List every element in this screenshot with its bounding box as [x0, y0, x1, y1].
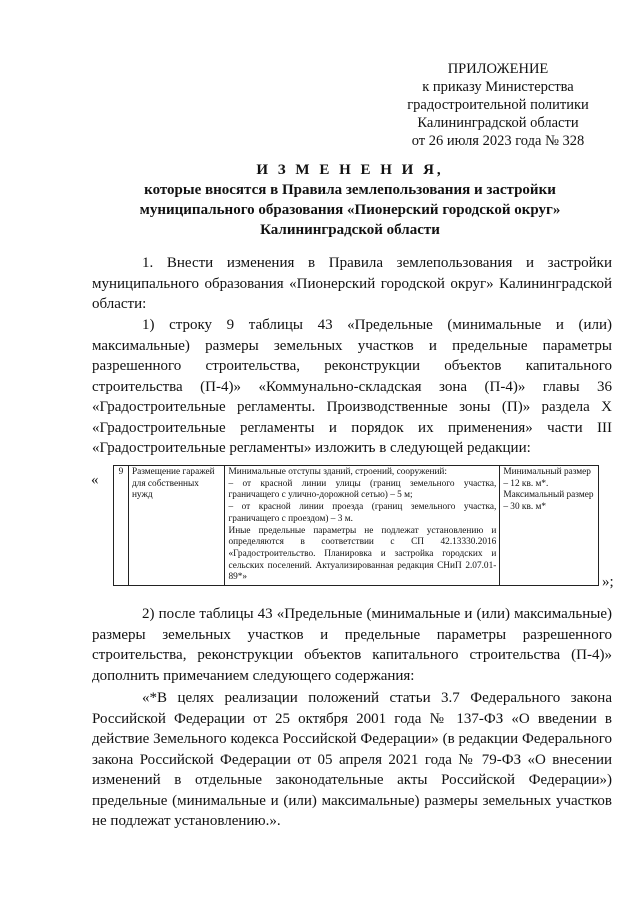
- paragraph-1-item-2: 2) после таблицы 43 «Предельные (минимальные и (или) максимальные) размеры земельных участков и предельные параметры разрешенного строительства, реконструкции объектов капитального строительства (П-4)» дополнить примечанием следующего содержания:: [92, 606, 612, 684]
- paragraph-1-item-1: 1) строку 9 таблицы 43 «Предельные (минимальные и (или) максимальные) размеры земельных участков и предельные параметры разрешенного строительства, реконструкции объектов капитального строительства (П-4)» «Коммунально-складская зона (П-4)» главы 36 «Градостроительные регламенты. Производственные зоны (П)» раздела X «Градостроительные регламенты и порядок их применения» части III «Градостроительные регламенты» изложить в следующей редакции:: [92, 317, 612, 456]
- title-heading: И З М Е Н Е Н И Я,: [256, 162, 444, 178]
- regulation-table: [113, 465, 599, 586]
- table-row: [114, 466, 599, 586]
- appendix-line: к приказу Министерства: [422, 79, 574, 95]
- row-sizes: [500, 466, 599, 586]
- quote-close-mark: »;: [602, 574, 614, 590]
- row-name: Размещение гаражей для собственных нужд: [128, 466, 225, 586]
- appendix-line: градостроительной политики: [407, 97, 589, 113]
- quote-open-mark: «: [91, 472, 99, 488]
- note-paragraph: «*В целях реализации положений статьи 3.7 Федерального закона Российской Федерации от 25 октября 2001 года № 137-ФЗ «О введении в действие Земельного кодекса Российской Федерации» (в редакции Федерального закона Российской Федерации от 05 апреля 2021 года № 79-ФЗ «О внесении изменений в отдельные законодательные акты Российской Федерации») предельные (минимальные и (или) максимальные) размеры земельных участков не подлежат установлению.».: [92, 690, 612, 829]
- document-title: [90, 160, 610, 240]
- appendix-date: от 26 июля 2023 года № 328: [411, 133, 585, 149]
- size-max: Максимальный размер – 30 кв. м*: [503, 490, 594, 513]
- appendix-title: ПРИЛОЖЕНИЕ: [447, 61, 549, 77]
- param-line: – от красной линии улицы (границ земельного участка, граничащего с улично-дорожной сетью) – 5 м;: [228, 478, 497, 501]
- size-min: Минимальный размер – 12 кв. м*.: [503, 467, 591, 489]
- appendix-header: [383, 60, 613, 150]
- param-line: – от красной линии проезда (границ земельного участка, граничащего с проездом) – 3 м.: [228, 502, 497, 524]
- title-line: которые вносятся в Правила землепользования и застройки: [144, 182, 556, 198]
- title-line: Калининградской области: [260, 222, 440, 238]
- row-parameters: [225, 466, 500, 586]
- param-line: Минимальные отступы зданий, строений, сооружений:: [228, 467, 447, 477]
- title-line: муниципального образования «Пионерский городской округ»: [139, 202, 561, 218]
- row-number: 9: [114, 466, 129, 586]
- paragraph-1: 1. Внести изменения в Правила землепользования и застройки муниципального образования «Пионерский городской округ» Калининградской области:: [92, 255, 612, 312]
- appendix-line: Калининградской области: [417, 115, 579, 131]
- param-line: Иные предельные параметры не подлежат установлению и определяются в соответствии с СП 42.13330.2016 «Градостроительство. Планировка и застройка городских и сельских поселений. Актуализированная редакция СНиП 2.07.01-89*»: [228, 525, 497, 583]
